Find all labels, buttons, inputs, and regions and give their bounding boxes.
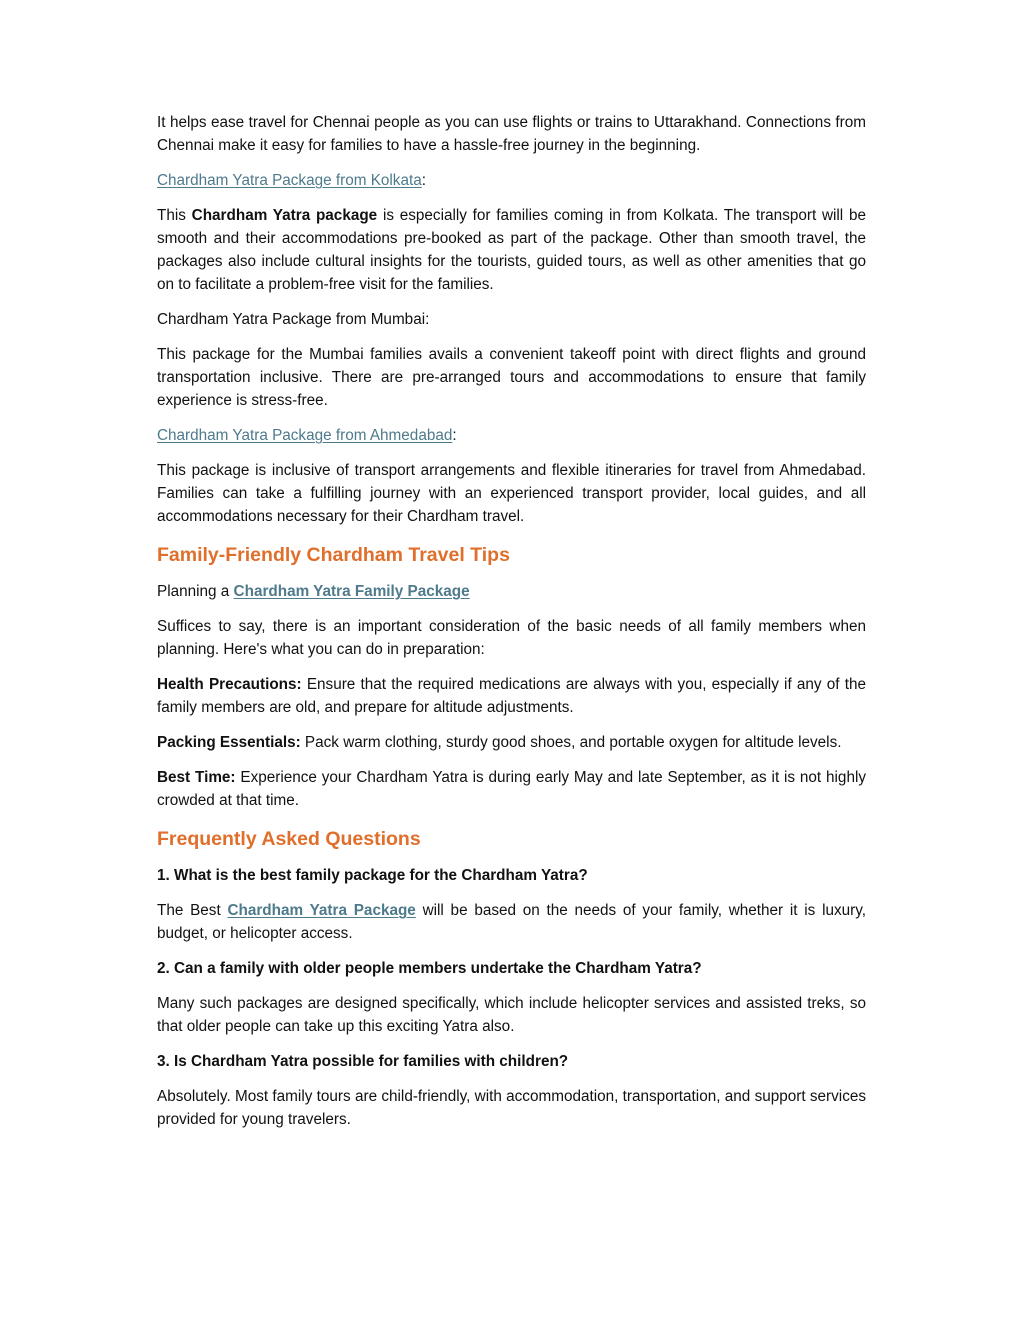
- ahmedabad-paragraph: This package is inclusive of transport arrangements and flexible itineraries for travel from Ahmedabad. Families can take a fulfilling journey with an experienced transport provider, local guides, and all accommodations necessary for their Chardham travel.: [157, 462, 866, 525]
- faq-question-1: 1. What is the best family package for the Chardham Yatra?: [157, 867, 588, 884]
- kolkata-colon: :: [421, 172, 426, 189]
- tip-text: Ensure that the required medications are always with you, especially if any of the family members are old, and prepare for altitude adjustments.: [157, 676, 867, 716]
- faq-question-2: 2. Can a family with older people members undertake the Chardham Yatra?: [157, 960, 702, 977]
- chennai-paragraph: It helps ease travel for Chennai people as you can use flights or trains to Uttarakhand. Connections from Chennai make it easy for families to have a hassle-free journey in the beginning.: [157, 114, 866, 154]
- tips-intro-paragraph: Suffices to say, there is an important consideration of the basic needs of all family members when planning. Here's what you can do in preparation:: [157, 618, 866, 658]
- tip-text: Experience your Chardham Yatra is during early May and late September, as it is not highly crowded at that time.: [157, 769, 866, 809]
- tip-text: Pack warm clothing, sturdy good shoes, and portable oxygen for altitude levels.: [300, 734, 842, 751]
- mumbai-heading: Chardham Yatra Package from Mumbai:: [157, 311, 430, 328]
- tip-best-time: [157, 766, 866, 812]
- kolkata-body: is especially for families coming in from Kolkata. The transport will be smooth and their accommodations pre-booked as part of the package. Other than smooth travel, the packages also include cultural insights for the tourists, guided tours, as well as other amenities that go on to facilitate a problem-free visit for the families.: [157, 207, 866, 293]
- kolkata-prefix: This: [157, 207, 192, 224]
- ahmedabad-heading: [157, 424, 866, 447]
- mumbai-paragraph: This package for the Mumbai families avails a convenient takeoff point with direct flights and ground transportation inclusive. There are pre-arranged tours and accommodations to ensure that family experience is stress-free.: [157, 346, 866, 409]
- kolkata-heading: [157, 169, 866, 192]
- travel-tips-heading: Family-Friendly Chardham Travel Tips: [157, 544, 510, 566]
- faq-answer-3: Absolutely. Most family tours are child-friendly, with accommodation, transportation, and support services provided for young travelers.: [157, 1088, 866, 1128]
- ahmedabad-package-link[interactable]: Chardham Yatra Package from Ahmedabad: [157, 427, 453, 444]
- tip-health: [157, 673, 866, 719]
- tip-label: Packing Essentials:: [157, 734, 301, 751]
- tip-label: Best Time:: [157, 769, 236, 786]
- faq-question-3: 3. Is Chardham Yatra possible for families with children?: [157, 1053, 569, 1070]
- faq-heading: Frequently Asked Questions: [157, 828, 421, 850]
- tip-packing: [157, 731, 866, 754]
- kolkata-bold-term: Chardham Yatra package: [191, 207, 378, 224]
- kolkata-paragraph: [157, 204, 866, 296]
- ahmedabad-colon: :: [452, 427, 457, 444]
- kolkata-package-link[interactable]: Chardham Yatra Package from Kolkata: [157, 172, 422, 189]
- faq-answer-2: Many such packages are designed specifically, which include helicopter services and assisted treks, so that older people can take up this exciting Yatra also.: [157, 995, 866, 1035]
- chardham-package-link[interactable]: Chardham Yatra Package: [227, 902, 416, 919]
- planning-prefix: Planning a: [157, 583, 234, 600]
- tip-label: Health Precautions:: [157, 676, 302, 693]
- planning-line: [157, 580, 866, 603]
- family-package-link[interactable]: Chardham Yatra Family Package: [233, 583, 470, 600]
- faq-answer-1: [157, 899, 866, 945]
- answer-prefix: The Best: [157, 902, 228, 919]
- answer-suffix: will be based on the needs of your family, whether it is luxury, budget, or helicopter access.: [157, 902, 866, 942]
